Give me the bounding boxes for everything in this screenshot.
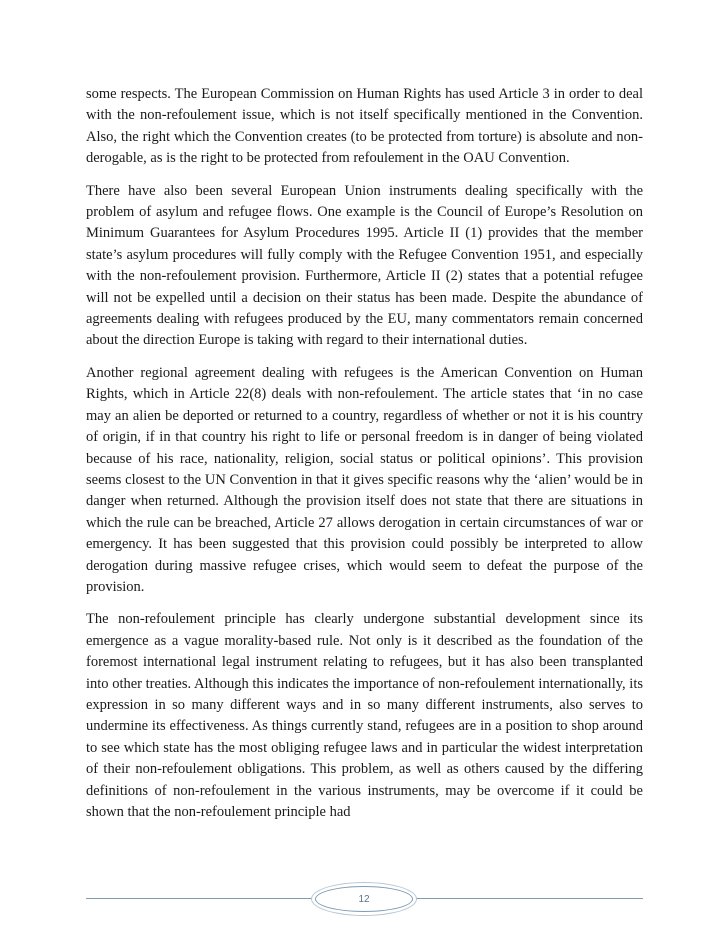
page-footer (86, 884, 643, 912)
body-text (86, 84, 643, 834)
paragraph-3: Another regional agreement dealing with refugees is the American Convention on Human Rights, which in Article 22(8) deals with non-refoulement. The article states that ‘in no case may an alien be deported or returned to a country, regardless of whether or not it is his country of origin, if in that country his right to life or personal freedom is in danger of being violated because of his race, nationality, religion, social status or political opinions’. This provision seems closest to the UN Convention in that it gives specific reasons why the ‘alien’ would be in danger when returned. Although the provision itself does not state that there are situations in which the rule can be breached, Article 27 allows derogation in certain circumstances of war or emergency. It has been suggested that this provision could possibly be interpreted to allow derogation during massive refugee crises, which would seem to defeat the purpose of the provision. (86, 364, 643, 595)
paragraph-4: The non-refoulement principle has clearly undergone substantial development since its emergence as a vague morality-based rule. Not only is it described as the foundation of the foremost international legal instrument relating to refugees, but it has also been transplanted into other treaties. Although this indicates the importance of non-refoulement internationally, its expression in so many different ways and in so many different instruments, also serves to undermine its effectiveness. As things currently stand, refugees are in a position to shop around to see which state has the most obliging refugee laws and in particular the widest interpretation of their non-refoulement obligations. This problem, as well as others caused by the differing definitions of non-refoulement in the various instruments, may be overcome if it could be shown that the non-refoulement principle had (86, 611, 643, 820)
paragraph-1: some respects. The European Commission on Human Rights has used Article 3 in order to deal with the non-refoulement issue, which is not itself specifically mentioned in the Convention. Also, the right which the Convention creates (to be protected from torture) is absolute and non-derogable, as is the right to be protected from refoulement in the OAU Convention. (86, 86, 643, 167)
paragraph-2: There have also been several European Union instruments dealing specifically with the problem of asylum and refugee flows. One example is the Council of Europe’s Resolution on Minimum Guarantees for Asylum Procedures 1995. Article II (1) provides that the member state’s asylum procedures will fully comply with the Refugee Convention 1951, and especially with the non-refoulement provision. Furthermore, Article II (2) states that a potential refugee will not be expelled until a decision on their status has been made. Despite the abundance of agreements dealing with refugees produced by the EU, many commentators remain concerned about the direction Europe is taking with regard to their international duties. (86, 182, 643, 349)
page-number: 12 (315, 886, 413, 912)
